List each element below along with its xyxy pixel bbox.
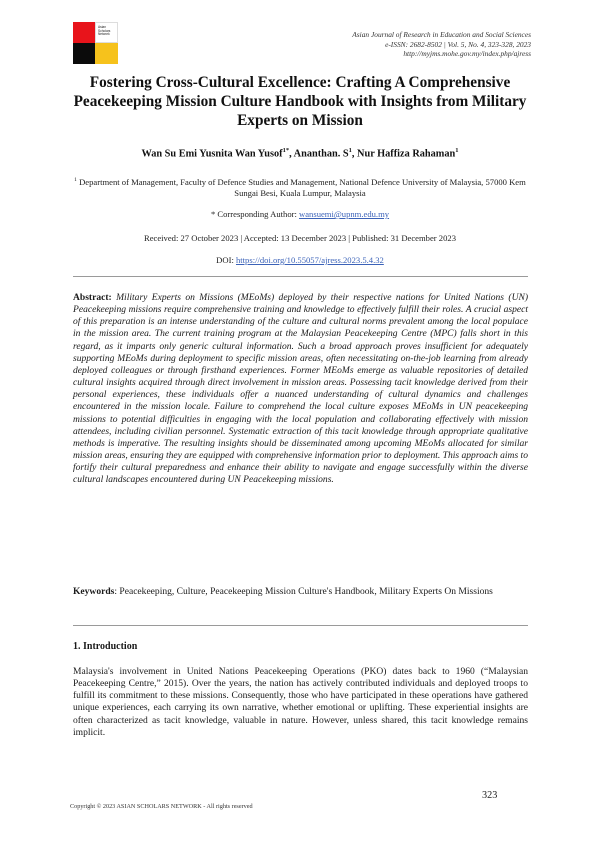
logo-yellow-square [95,43,118,64]
publication-dates: Received: 27 October 2023 | Accepted: 13 December 2023 | Published: 31 December 2023 [143,233,456,243]
logo-red-square [73,22,95,43]
journal-header [352,30,531,59]
affiliation-mark: 1 [74,177,77,183]
keywords [73,586,528,598]
journal-name: Asian Journal of Research in Education and Social Sciences [352,30,531,39]
copyright-notice: Copyright © 2023 ASIAN SCHOLARS NETWORK - All rights reserved [70,803,253,810]
logo-black-square [73,43,95,64]
publisher-logo [73,22,118,64]
author-name: Ananthan. S [293,148,349,160]
affiliation [70,175,530,199]
doi-line [60,255,540,265]
divider [73,625,528,626]
abstract-label: Abstract: [73,292,112,303]
logo-text-line: Scholars [98,28,111,33]
abstract [73,292,528,487]
keywords-text: : Peacekeeping, Culture, Peacekeeping Mission Culture's Handbook, Military Experts On Missions [114,586,493,597]
journal-url: http://myjms.mohe.gov.my/index.php/ajress [403,49,531,58]
divider [73,276,528,277]
author-affiliation-mark: 1 [455,147,459,154]
corresponding-email-link[interactable]: wansuemi@upnm.edu.my [299,209,390,219]
logo-text-line: Network [98,32,110,37]
doi-link[interactable]: https://doi.org/10.55057/ajress.2023.5.4.32 [235,255,384,265]
page-number: 323 [482,790,498,801]
author-name: Wan Su Emi Yusnita Wan Yusof [141,148,283,160]
journal-issn: e-ISSN: 2682-8502 | Vol. 5, No. 4, 323-328, 2023 [385,39,531,49]
section-paragraph: Malaysia's involvement in United Nations Peacekeeping Operations (PKO) dates back to 1960 (“Malaysian Peacekeeping Centre,” 2015). Over the years, the nation has actively contributed individuals and deployed troops to fulfill its commitment to these missions. Consequently, those who have participated in these operations have gathered unique experiences, each carrying its own narrative, whether emotional or uplifting. These experiential insights are often characterized as tacit knowledge, valuable in nature. However, unless shared, this tacit knowledge remains implicit. [73,666,528,738]
keywords-label: Keywords [73,586,115,597]
paper-title: Fostering Cross-Cultural Excellence: Crafting A Comprehensive Peacekeeping Mission Culture Handbook with Insights from Military Experts on Mission [73,74,527,129]
abstract-text: Military Experts on Missions (MEoMs) deployed by their respective nations for United Nations (UN) Peacekeeping missions require comprehensive training and knowledge to effectively fulfill their roles. A crucial aspect of this preparation is an intense understanding of the culture and cultural norms prevalent among the local populace in the mission area. The current training program at the Malaysian Peacekeeping Centre (MPC) falls short in this regard, as it imparts only generic cultural information. Such a broad approach proves insufficient for adequately supporting MEoMs during deployment to specific mission areas, often necessitating on-the-job learning from already deployed colleagues or through firsthand experiences. Former MEoMs emerge as valuable repositories of detailed cultural insights acquired through direct involvement in mission areas. Possessing tacit knowledge derived from their personal experiences, these individuals offer a nuanced understanding of cultural dynamics and challenges encountered in the mission locale. Failure to comprehend the local culture exposes MEoMs in UN peacekeeping missions to potential difficulties in engaging with the local population and collaborating effectively with mission attendees, including civilian personnel. Systematic extraction of this tacit knowledge through appropriate qualitative methods is imperative. The resulting insights should be disseminated among upcoming MEoMs allocated for similar mission areas, ensuring they are equipped with comprehensive information prior to deployment. This approach aims to fortify their cultural preparedness and enhance their ability to navigate and engage successfully within the diverse cultural landscapes encountered during UN Peacekeeping missions. [73,292,529,486]
author-separator: , [351,148,358,160]
affiliation-text: Department of Management, Faculty of Defence Studies and Management, National Defence University of Malaysia, 57000 Kem Sungai Besi, Kuala Lumpur, Malaysia [79,176,526,198]
author-name: Nur Haffiza Rahaman [357,148,456,160]
author-affiliation-mark: 1* [282,147,290,154]
author-separator: , [289,148,294,160]
corresponding-author [60,209,540,219]
doi-label: DOI: [216,255,236,265]
author-affiliation-mark: 1 [348,147,352,154]
author-list [60,147,540,159]
section-heading: 1. Introduction [73,641,138,652]
corresponding-label: * Corresponding Author: [210,209,300,219]
logo-text-line: Asian [98,25,106,29]
logo-text-square [95,22,118,43]
